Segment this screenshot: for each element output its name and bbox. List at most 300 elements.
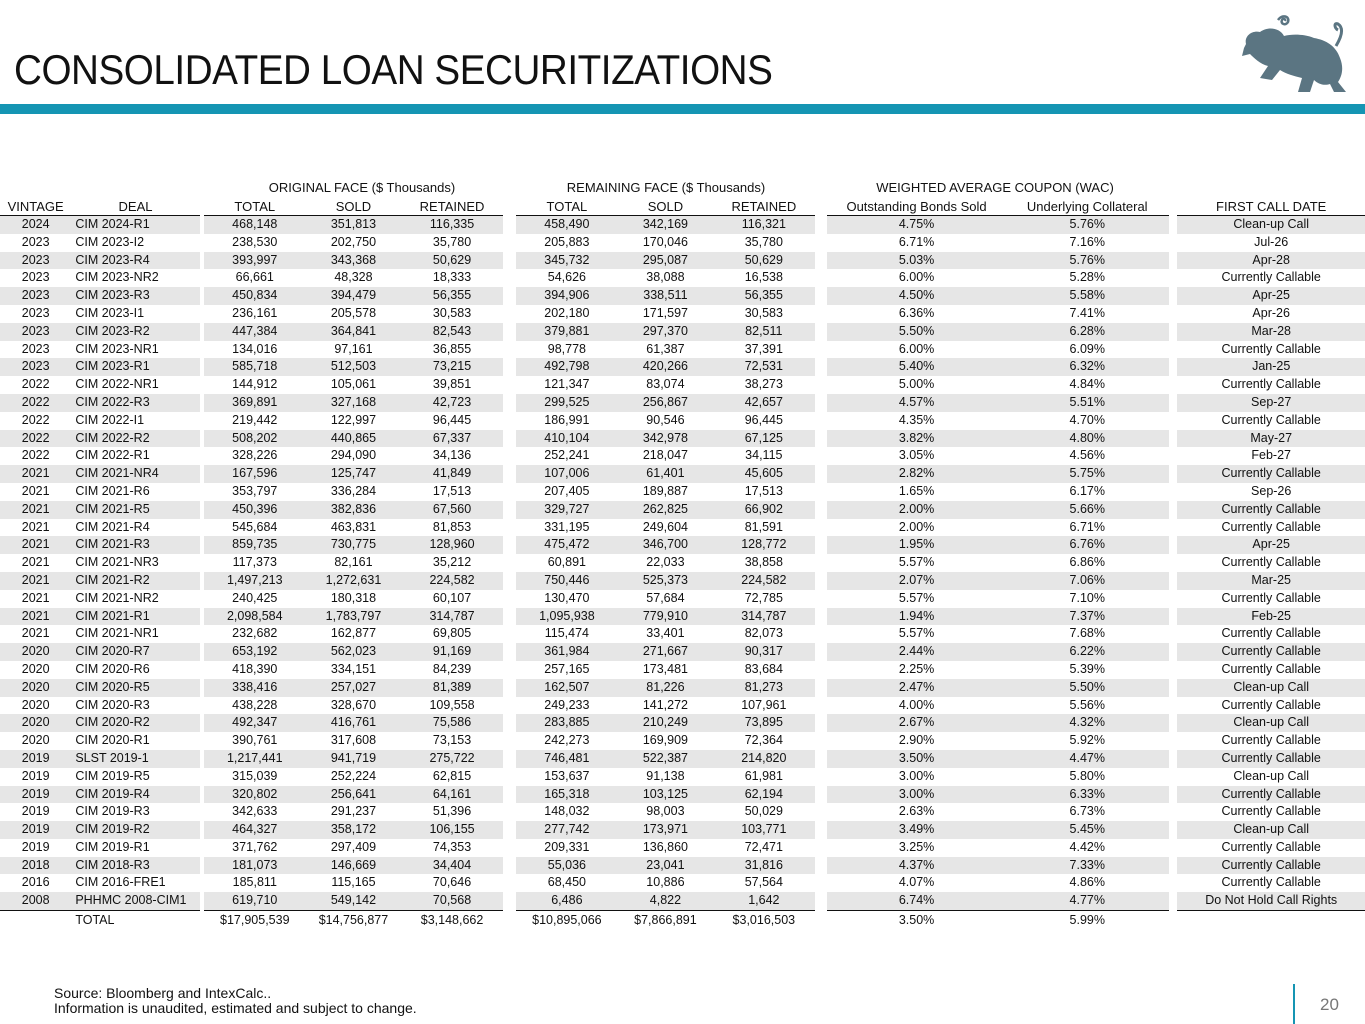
cell-rem-total: 130,470: [544, 590, 590, 605]
cell-rem-sold: 295,087: [618, 252, 713, 270]
cell-first-call: Feb-27: [1251, 448, 1291, 463]
column-header-row: [0, 198, 1365, 216]
cell-orig-retained: 73,215: [401, 358, 503, 376]
cell-deal: CIM 2016-FRE1: [75, 875, 166, 890]
cell-deal: CIM 2021-R1: [71, 608, 199, 626]
cell-deal: CIM 2021-R5: [71, 501, 199, 519]
cell-rem-sold: 342,169: [618, 216, 713, 234]
cell-orig-retained: 60,107: [432, 590, 472, 605]
cell-first-call: Currently Callable: [1221, 270, 1321, 285]
cell-first-call: Do Not Hold Call Rights: [1177, 892, 1365, 910]
cell-orig-retained: 39,851: [432, 377, 472, 392]
cell-deal: CIM 2020-R5: [71, 679, 199, 697]
cell-wac-collateral: 5.56%: [1069, 697, 1105, 712]
group-wac: WEIGHTED AVERAGE COUPON (WAC): [876, 180, 1114, 195]
page-title: CONSOLIDATED LOAN SECURITIZATIONS: [14, 46, 773, 93]
table-row: [0, 590, 1365, 608]
table-row: [0, 643, 1365, 661]
cell-vintage: 2019: [21, 768, 50, 783]
cell-orig-sold: 162,877: [330, 626, 377, 641]
cell-wac-bonds: 4.00%: [898, 697, 935, 712]
table-row: [0, 305, 1365, 323]
cell-orig-sold: 256,641: [306, 786, 401, 804]
cell-orig-retained: 109,558: [429, 697, 475, 712]
cell-orig-retained: 69,805: [432, 626, 472, 641]
cell-rem-sold: 256,867: [618, 394, 713, 412]
cell-rem-retained: 35,780: [744, 234, 783, 249]
cell-orig-sold: 328,670: [330, 697, 377, 712]
totals-orig-total: $17,905,539: [220, 913, 290, 928]
cell-orig-retained: 314,787: [401, 608, 503, 626]
cell-wac-collateral: 5.28%: [1069, 270, 1105, 285]
lion-logo-icon: [1238, 14, 1348, 96]
cell-orig-sold: 364,841: [306, 323, 401, 341]
cell-deal: CIM 2019-R3: [75, 804, 150, 819]
table-row: [0, 287, 1365, 305]
cell-wac-bonds: 4.07%: [898, 875, 935, 890]
cell-deal: CIM 2021-NR2: [75, 590, 159, 605]
cell-wac-bonds: 3.50%: [827, 750, 1005, 768]
cell-deal: CIM 2023-R3: [71, 287, 199, 305]
cell-vintage: 2020: [21, 697, 50, 712]
cell-wac-bonds: 5.57%: [898, 590, 935, 605]
cell-deal: CIM 2023-I2: [75, 234, 145, 249]
cell-vintage: 2021: [21, 590, 50, 605]
cell-vintage: 2020: [21, 733, 50, 748]
header-first-call: FIRST CALL DATE: [1177, 198, 1365, 216]
cell-rem-retained: 67,125: [713, 430, 815, 448]
cell-orig-total: 390,761: [232, 733, 278, 748]
table-row: [0, 234, 1365, 252]
cell-first-call: Jul-26: [1254, 234, 1289, 249]
cell-orig-total: 320,802: [204, 786, 307, 804]
cell-rem-sold: 61,387: [646, 341, 685, 356]
cell-orig-sold: 97,161: [334, 341, 373, 356]
cell-wac-collateral: 6.22%: [1006, 643, 1169, 661]
cell-vintage: 2008: [0, 892, 71, 910]
cell-first-call: Currently Callable: [1221, 804, 1321, 819]
cell-wac-collateral: 4.32%: [1006, 714, 1169, 732]
cell-wac-bonds: 3.00%: [827, 786, 1005, 804]
cell-wac-collateral: 6.73%: [1069, 804, 1105, 819]
cell-wac-bonds: 3.49%: [827, 821, 1005, 839]
cell-orig-total: 545,684: [232, 519, 278, 534]
cell-orig-total: 464,327: [204, 821, 307, 839]
table-row: [0, 750, 1365, 768]
header-accent-rule: [0, 104, 1365, 114]
cell-rem-total: 410,104: [516, 430, 619, 448]
cell-wac-collateral: 5.51%: [1006, 394, 1169, 412]
cell-deal: CIM 2020-R6: [75, 661, 150, 676]
cell-orig-retained: 34,404: [401, 857, 503, 875]
table-row: [0, 430, 1365, 448]
cell-orig-total: 315,039: [232, 768, 278, 783]
cell-vintage: 2022: [0, 430, 71, 448]
cell-first-call: Apr-26: [1252, 305, 1290, 320]
cell-orig-retained: 36,855: [432, 341, 472, 356]
cell-deal: CIM 2022-I1: [75, 412, 145, 427]
cell-wac-bonds: 3.05%: [898, 448, 935, 463]
table-row: [0, 376, 1365, 394]
cell-orig-sold: 317,608: [330, 733, 377, 748]
cell-orig-sold: 941,719: [306, 750, 401, 768]
table-row: [0, 394, 1365, 412]
table-row: [0, 839, 1365, 857]
totals-orig-retained: $3,148,662: [420, 913, 484, 928]
cell-vintage: 2020: [0, 643, 71, 661]
cell-first-call: Clean-up Call: [1177, 679, 1365, 697]
cell-deal: CIM 2020-R2: [71, 714, 199, 732]
cell-vintage: 2019: [0, 821, 71, 839]
cell-rem-sold: 342,978: [618, 430, 713, 448]
cell-orig-total: 238,530: [232, 234, 278, 249]
header-deal: DEAL: [71, 198, 199, 216]
cell-rem-sold: 170,046: [642, 234, 688, 249]
cell-deal: CIM 2021-NR3: [75, 555, 159, 570]
cell-orig-total: 393,997: [204, 252, 307, 270]
header-rem-total: TOTAL: [516, 198, 619, 216]
cell-orig-sold: 105,061: [330, 377, 377, 392]
cell-orig-total: 144,912: [232, 377, 278, 392]
cell-vintage: 2021: [0, 536, 71, 554]
cell-wac-collateral: 7.16%: [1069, 234, 1105, 249]
cell-wac-bonds: 3.82%: [827, 430, 1005, 448]
cell-first-call: Feb-25: [1177, 608, 1365, 626]
cell-first-call: Currently Callable: [1221, 626, 1321, 641]
group-original-face: ORIGINAL FACE ($ Thousands): [268, 180, 456, 195]
cell-wac-collateral: 6.32%: [1006, 358, 1169, 376]
cell-wac-bonds: 2.00%: [827, 501, 1005, 519]
footer-notes: [54, 986, 417, 1016]
cell-orig-total: 438,228: [232, 697, 278, 712]
cell-wac-collateral: 5.45%: [1006, 821, 1169, 839]
cell-orig-sold: 205,578: [330, 305, 377, 320]
cell-orig-sold: 125,747: [306, 465, 401, 483]
cell-orig-sold: 440,865: [306, 430, 401, 448]
table-row: [0, 803, 1365, 821]
cell-wac-bonds: 5.00%: [898, 377, 935, 392]
group-remaining-face: REMAINING FACE ($ Thousands): [566, 180, 766, 195]
cell-orig-retained: 91,169: [401, 643, 503, 661]
cell-rem-total: 68,450: [547, 875, 586, 890]
cell-rem-sold: 173,971: [618, 821, 713, 839]
cell-wac-bonds: 4.35%: [898, 412, 935, 427]
cell-orig-total: 240,425: [232, 590, 278, 605]
cell-orig-total: 450,396: [204, 501, 307, 519]
cell-rem-total: 202,180: [544, 305, 590, 320]
cell-rem-total: 746,481: [516, 750, 619, 768]
cell-rem-retained: 103,771: [713, 821, 815, 839]
header-orig-retained: RETAINED: [401, 198, 503, 216]
cell-rem-total: 186,991: [544, 412, 590, 427]
cell-rem-total: 54,626: [547, 270, 586, 285]
cell-wac-bonds: 2.90%: [898, 733, 935, 748]
cell-orig-total: 167,596: [204, 465, 307, 483]
cell-wac-bonds: 2.47%: [827, 679, 1005, 697]
cell-wac-collateral: 4.86%: [1069, 875, 1105, 890]
cell-vintage: 2023: [21, 234, 50, 249]
cell-vintage: 2020: [0, 714, 71, 732]
cell-orig-total: 2,098,584: [204, 608, 307, 626]
cell-deal: CIM 2021-NR4: [71, 465, 199, 483]
cell-rem-sold: 141,272: [642, 697, 688, 712]
cell-orig-total: 342,633: [232, 804, 278, 819]
cell-orig-total: 508,202: [204, 430, 307, 448]
table-row: [0, 465, 1365, 483]
cell-wac-collateral: 4.84%: [1069, 377, 1105, 392]
cell-orig-sold: 416,761: [306, 714, 401, 732]
totals-orig-sold: $14,756,877: [318, 913, 389, 928]
cell-rem-sold: 83,074: [646, 377, 685, 392]
cell-vintage: 2019: [0, 750, 71, 768]
page-number-divider: [1293, 984, 1295, 1024]
cell-orig-total: 492,347: [204, 714, 307, 732]
cell-orig-total: 219,442: [232, 412, 278, 427]
table-row: [0, 786, 1365, 804]
cell-deal: CIM 2021-R2: [71, 572, 199, 590]
cell-rem-retained: 1,642: [713, 892, 815, 910]
cell-orig-retained: 56,355: [401, 287, 503, 305]
cell-rem-total: 107,006: [516, 465, 619, 483]
cell-rem-retained: 314,787: [713, 608, 815, 626]
cell-rem-total: 98,778: [547, 341, 586, 356]
cell-orig-retained: 34,136: [432, 448, 472, 463]
cell-wac-bonds: 5.57%: [898, 626, 935, 641]
cell-rem-retained: 72,364: [744, 733, 783, 748]
cell-wac-collateral: 7.33%: [1006, 857, 1169, 875]
cell-rem-sold: 38,088: [646, 270, 685, 285]
cell-rem-total: 121,347: [544, 377, 590, 392]
cell-deal: CIM 2024-R1: [71, 216, 199, 234]
table-body: [0, 216, 1365, 911]
cell-rem-sold: 297,370: [618, 323, 713, 341]
cell-first-call: Jan-25: [1177, 358, 1365, 376]
cell-wac-bonds: 2.82%: [827, 465, 1005, 483]
cell-orig-total: 353,797: [232, 483, 278, 498]
cell-rem-retained: 38,858: [744, 555, 783, 570]
cell-deal: SLST 2019-1: [71, 750, 199, 768]
cell-first-call: Mar-25: [1177, 572, 1365, 590]
cell-deal: CIM 2022-NR1: [75, 377, 159, 392]
cell-first-call: Currently Callable: [1221, 412, 1321, 427]
cell-orig-sold: 1,783,797: [306, 608, 401, 626]
cell-wac-collateral: 7.37%: [1006, 608, 1169, 626]
cell-wac-bonds: 4.37%: [827, 857, 1005, 875]
cell-wac-bonds: 2.00%: [898, 519, 935, 534]
cell-first-call: Sep-27: [1177, 394, 1365, 412]
cell-first-call: Currently Callable: [1177, 750, 1365, 768]
cell-rem-total: 242,273: [544, 733, 590, 748]
cell-wac-collateral: 6.09%: [1069, 341, 1105, 356]
cell-orig-retained: 82,543: [401, 323, 503, 341]
cell-vintage: 2022: [21, 377, 50, 392]
cell-wac-bonds: 6.36%: [898, 305, 935, 320]
cell-wac-bonds: 4.57%: [827, 394, 1005, 412]
cell-rem-retained: 107,961: [741, 697, 787, 712]
cell-vintage: 2021: [21, 555, 50, 570]
cell-orig-retained: 67,560: [401, 501, 503, 519]
cell-rem-sold: 98,003: [646, 804, 685, 819]
cell-orig-total: 328,226: [232, 448, 278, 463]
footer-disclaimer: Information is unaudited, estimated and subject to change.: [54, 1000, 417, 1016]
cell-orig-sold: 291,237: [330, 804, 377, 819]
table-row: [0, 358, 1365, 376]
cell-rem-sold: 522,387: [618, 750, 713, 768]
table-row: [0, 323, 1365, 341]
cell-vintage: 2023: [21, 270, 50, 285]
cell-orig-sold: 122,997: [330, 412, 377, 427]
totals-wac-bonds: 3.50%: [898, 913, 935, 928]
cell-rem-retained: 214,820: [713, 750, 815, 768]
table-row: [0, 269, 1365, 287]
cell-rem-total: 331,195: [544, 519, 590, 534]
cell-vintage: 2019: [21, 839, 50, 854]
cell-orig-retained: 73,153: [432, 733, 472, 748]
cell-orig-sold: 358,172: [306, 821, 401, 839]
cell-wac-collateral: 7.41%: [1069, 305, 1105, 320]
cell-wac-bonds: 2.25%: [898, 661, 935, 676]
cell-first-call: Currently Callable: [1221, 661, 1321, 676]
cell-wac-collateral: 4.80%: [1006, 430, 1169, 448]
cell-orig-total: 232,682: [232, 626, 278, 641]
cell-orig-retained: 64,161: [401, 786, 503, 804]
cell-orig-sold: 343,368: [306, 252, 401, 270]
cell-orig-total: 859,735: [204, 536, 307, 554]
cell-rem-total: 6,486: [516, 892, 619, 910]
cell-deal: CIM 2021-R6: [75, 483, 150, 498]
cell-orig-sold: 146,669: [306, 857, 401, 875]
cell-rem-retained: 45,605: [713, 465, 815, 483]
cell-orig-sold: 334,151: [330, 661, 377, 676]
cell-rem-retained: 50,029: [744, 804, 783, 819]
cell-rem-sold: 338,511: [618, 287, 713, 305]
cell-rem-total: 329,727: [516, 501, 619, 519]
table-row: [0, 447, 1365, 465]
cell-first-call: Currently Callable: [1221, 697, 1321, 712]
cell-wac-bonds: 3.00%: [898, 768, 935, 783]
cell-deal: CIM 2021-R4: [75, 519, 150, 534]
cell-wac-bonds: 1.65%: [898, 483, 935, 498]
cell-wac-collateral: 4.77%: [1006, 892, 1169, 910]
cell-wac-collateral: 6.17%: [1069, 483, 1105, 498]
cell-wac-bonds: 2.07%: [827, 572, 1005, 590]
cell-first-call: Currently Callable: [1221, 839, 1321, 854]
cell-orig-sold: 549,142: [306, 892, 401, 910]
cell-wac-bonds: 2.63%: [898, 804, 935, 819]
cell-rem-total: 205,883: [544, 234, 590, 249]
cell-deal: CIM 2023-NR1: [75, 341, 159, 356]
cell-first-call: Clean-up Call: [1177, 714, 1365, 732]
cell-wac-collateral: 6.71%: [1069, 519, 1105, 534]
cell-deal: CIM 2023-R1: [71, 358, 199, 376]
cell-vintage: 2022: [21, 412, 50, 427]
cell-rem-total: 148,032: [544, 804, 590, 819]
cell-orig-sold: 562,023: [306, 643, 401, 661]
cell-wac-bonds: 6.00%: [898, 341, 935, 356]
cell-orig-sold: 297,409: [330, 839, 377, 854]
table-row: [0, 252, 1365, 270]
cell-orig-total: 653,192: [204, 643, 307, 661]
cell-orig-retained: 75,586: [401, 714, 503, 732]
cell-first-call: Mar-28: [1177, 323, 1365, 341]
cell-orig-retained: 70,646: [432, 875, 472, 890]
cell-orig-retained: 70,568: [401, 892, 503, 910]
cell-rem-sold: 136,860: [642, 839, 688, 854]
cell-rem-total: 115,474: [544, 626, 590, 641]
cell-rem-retained: 30,583: [744, 305, 783, 320]
cell-rem-total: 361,984: [516, 643, 619, 661]
column-group-headers: [0, 180, 1365, 196]
cell-rem-retained: 82,073: [744, 626, 783, 641]
cell-wac-collateral: 4.42%: [1069, 839, 1105, 854]
cell-orig-retained: 30,583: [432, 305, 472, 320]
cell-wac-collateral: 7.10%: [1069, 590, 1105, 605]
cell-wac-bonds: 4.75%: [827, 216, 1005, 234]
cell-vintage: 2022: [21, 448, 50, 463]
cell-orig-retained: 35,780: [432, 234, 472, 249]
cell-orig-retained: 128,960: [401, 536, 503, 554]
cell-deal: CIM 2020-R1: [75, 733, 150, 748]
cell-vintage: 2021: [0, 572, 71, 590]
cell-wac-bonds: 6.71%: [898, 234, 935, 249]
cell-rem-sold: 271,667: [618, 643, 713, 661]
cell-rem-sold: 525,373: [618, 572, 713, 590]
table-row: [0, 892, 1365, 910]
cell-rem-retained: 72,531: [713, 358, 815, 376]
cell-wac-bonds: 1.95%: [827, 536, 1005, 554]
cell-orig-retained: 50,629: [401, 252, 503, 270]
cell-orig-retained: 275,722: [401, 750, 503, 768]
cell-rem-sold: 218,047: [642, 448, 688, 463]
cell-orig-sold: 327,168: [306, 394, 401, 412]
cell-rem-total: 55,036: [516, 857, 619, 875]
cell-rem-retained: 62,194: [713, 786, 815, 804]
cell-orig-total: 468,148: [204, 216, 307, 234]
cell-wac-bonds: 5.03%: [827, 252, 1005, 270]
cell-rem-sold: 173,481: [642, 661, 688, 676]
totals-rem-retained: $3,016,503: [732, 913, 796, 928]
cell-deal: CIM 2019-R1: [75, 839, 150, 854]
cell-wac-collateral: 4.47%: [1006, 750, 1169, 768]
cell-wac-bonds: 5.50%: [827, 323, 1005, 341]
cell-wac-bonds: 2.67%: [827, 714, 1005, 732]
cell-vintage: 2023: [0, 252, 71, 270]
table-row: [0, 519, 1365, 537]
cell-rem-total: 299,525: [516, 394, 619, 412]
cell-wac-collateral: 4.56%: [1069, 448, 1105, 463]
cell-first-call: Currently Callable: [1221, 519, 1321, 534]
cell-deal: CIM 2020-R3: [75, 697, 150, 712]
cell-first-call: Sep-26: [1251, 483, 1292, 498]
cell-rem-retained: 73,895: [713, 714, 815, 732]
cell-orig-sold: 82,161: [334, 555, 373, 570]
table-row: [0, 341, 1365, 359]
cell-wac-bonds: 5.57%: [898, 555, 935, 570]
cell-orig-total: 619,710: [204, 892, 307, 910]
cell-vintage: 2023: [0, 323, 71, 341]
cell-orig-retained: 224,582: [401, 572, 503, 590]
cell-first-call: Apr-28: [1177, 252, 1365, 270]
cell-rem-sold: 210,249: [618, 714, 713, 732]
cell-wac-bonds: 4.50%: [827, 287, 1005, 305]
cell-rem-sold: 249,604: [642, 519, 688, 534]
cell-orig-retained: 67,337: [401, 430, 503, 448]
cell-rem-total: 162,507: [516, 679, 619, 697]
cell-first-call: Apr-25: [1177, 287, 1365, 305]
totals-wac-collateral: 5.99%: [1069, 913, 1105, 928]
cell-orig-retained: 42,723: [401, 394, 503, 412]
cell-wac-collateral: 6.28%: [1006, 323, 1169, 341]
